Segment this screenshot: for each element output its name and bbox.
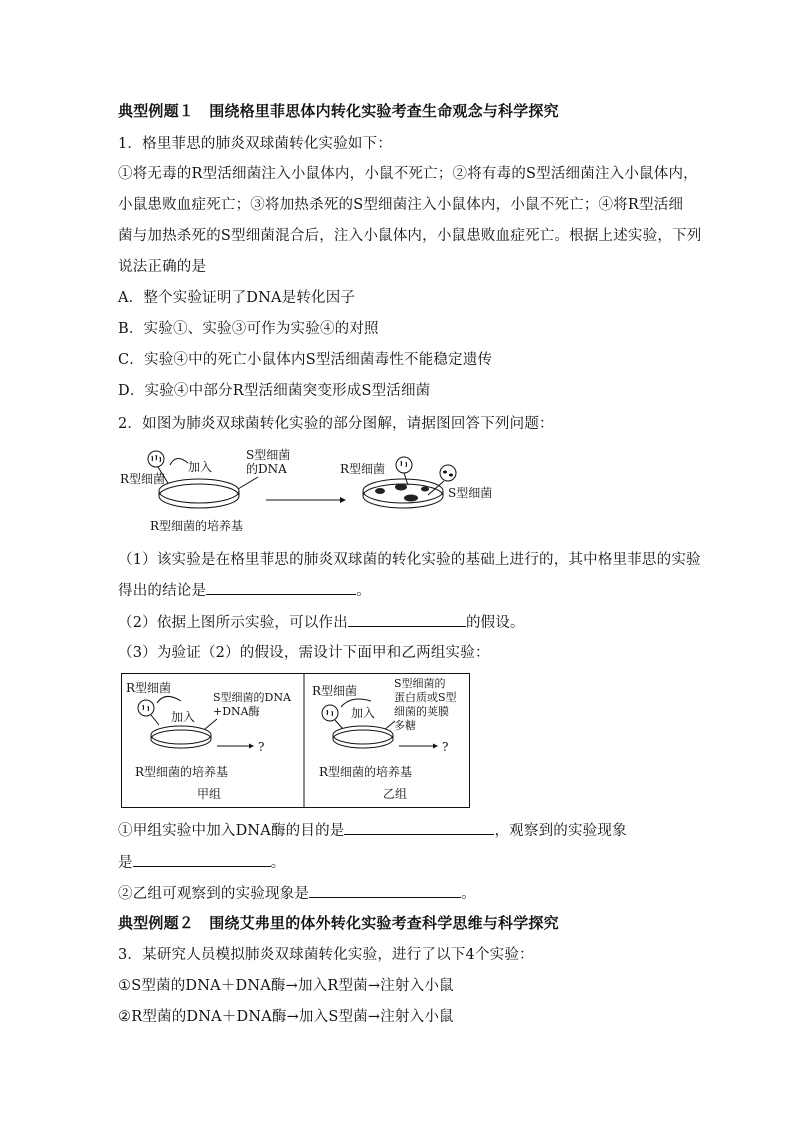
jia-add-label: 加入 (171, 710, 196, 724)
jia-reagent-label-1: S型细菌的DNA (213, 691, 291, 704)
fig1-s-dna-label-1: S型细菌 (246, 448, 291, 462)
q3-item2: ②R型菌的DNA＋DNA酶→加入S型菌→注射入小鼠 (118, 1009, 454, 1025)
q1-text-line1: ①将无毒的R型活细菌注入小鼠体内，小鼠不死亡；②将有毒的S型活细菌注入小鼠体内， (118, 166, 698, 182)
q2-ans1-end: 。 (270, 855, 286, 871)
yi-question-mark: ? (442, 740, 449, 754)
q1-stem: 1．格里菲思的肺炎双球菌转化实验如下： (118, 136, 393, 152)
q2-ans1-line1 (118, 820, 627, 841)
q1-option-c: C．实验④中的死亡小鼠体内S型活细菌毒性不能稳定遗传 (118, 352, 493, 368)
q1-text-line2: 小鼠患败血症死亡；③将加热杀死的S型细菌注入小鼠体内，小鼠不死亡；④将R型活细 (118, 197, 684, 213)
q1-text-line4: 说法正确的是 (118, 259, 207, 275)
q2-sub2-prefix: （2）依据上图所示实验，可以作出 (118, 615, 348, 631)
q2-ans1-middle: ，观察到的实验现象 (494, 823, 627, 839)
yi-medium-label: R型细菌的培养基 (319, 765, 413, 779)
q2-ans1-line2 (118, 852, 285, 873)
fig1-s-bacteria-label: S型细菌 (448, 486, 493, 500)
q2-ans1-phenomenon-blank[interactable] (133, 852, 271, 867)
verification-experiment-figure (121, 673, 471, 809)
q2-sub1-line2 (118, 580, 371, 601)
q2-ans2-line (118, 883, 476, 904)
q1-option-b: B．实验①、实验③可作为实验④的对照 (118, 321, 379, 337)
q2-sub2-line (118, 612, 525, 633)
petri-dish-right (363, 479, 443, 508)
q2-sub1-line1: （1）该实验是在格里菲思的肺炎双球菌的转化实验的基础上进行的，其中格里菲思的实验 (118, 552, 701, 568)
fig1-s-dna-label-2: 的DNA (246, 462, 287, 476)
q2-sub3-line: （3）为验证（2）的假设，需设计下面甲和乙两组实验： (118, 645, 490, 661)
q1-option-a: A．整个实验证明了DNA是转化因子 (118, 290, 356, 306)
q2-ans2-blank[interactable] (309, 883, 461, 898)
fig1-r-bacteria-label: R型细菌 (120, 472, 166, 486)
q3-stem: 3．某研究人员模拟肺炎双球菌转化实验，进行了以下4个实验： (118, 947, 534, 963)
q2-sub2-suffix: 的假设。 (465, 615, 525, 631)
yi-r-bacteria-label: R型细菌 (312, 684, 358, 698)
q2-ans2-prefix: ②乙组可观察到的实验现象是 (118, 886, 310, 902)
fig1-r-bacteria-right-label: R型细菌 (340, 462, 386, 476)
q2-sub1-answer-blank[interactable] (206, 580, 356, 595)
jia-question-mark: ? (258, 740, 265, 754)
yi-reagent-label-1: S型细菌的 (394, 677, 446, 690)
jia-bacteria-icon (138, 700, 154, 716)
yi-add-label: 加入 (351, 706, 376, 720)
q2-sub1-prefix: 得出的结论是 (118, 583, 207, 599)
q2-ans1-prefix: ①甲组实验中加入DNA酶的目的是 (118, 823, 345, 839)
yi-reagent-label-2: 蛋白质或S型 (394, 691, 457, 704)
q2-sub1-end: 。 (356, 583, 371, 599)
q2-ans1-line2-prefix: 是 (118, 855, 133, 871)
fig1-process-arrow (266, 497, 346, 503)
q2-stem: 2．如图为肺炎双球菌转化实验的部分图解，请据图回答下列问题： (118, 416, 554, 432)
section2-title: 典型例题２ 围绕艾弗里的体外转化实验考查科学思维与科学探究 (118, 914, 559, 932)
q2-sub2-answer-blank[interactable] (348, 612, 466, 627)
transformation-experiment-figure (118, 443, 518, 538)
yi-group-label: 乙组 (383, 787, 408, 801)
yi-bacteria-icon (322, 705, 338, 721)
q2-ans1-purpose-blank[interactable] (344, 820, 494, 835)
fig1-add-label: 加入 (188, 460, 213, 474)
q1-text-line3: 菌与加热杀死的S型细菌混合后，注入小鼠体内，小鼠患败血症死亡。根据上述实验，下列 (118, 228, 702, 244)
fig1-add-arrow (170, 458, 188, 465)
jia-medium-label: R型细菌的培养基 (135, 765, 229, 779)
yi-reagent-label-3: 细菌的荚膜 (394, 705, 449, 718)
q3-item1: ①S型菌的DNA＋DNA酶→加入R型菌→注射入小鼠 (118, 978, 454, 994)
jia-r-bacteria-label: R型细菌 (126, 681, 172, 695)
q2-ans2-end: 。 (461, 886, 476, 902)
jia-group-label: 甲组 (197, 787, 222, 801)
yi-reagent-label-4: 多糖 (394, 719, 416, 732)
q1-option-d: D．实验④中部分R型活细菌突变形成S型活细菌 (118, 383, 431, 399)
fig1-medium-label: R型细菌的培养基 (150, 519, 244, 533)
petri-dish-left (159, 479, 239, 508)
jia-reagent-label-2: +DNA酶 (213, 705, 260, 718)
section1-title: 典型例题１ 围绕格里菲思体内转化实验考查生命观念与科学探究 (118, 102, 559, 120)
